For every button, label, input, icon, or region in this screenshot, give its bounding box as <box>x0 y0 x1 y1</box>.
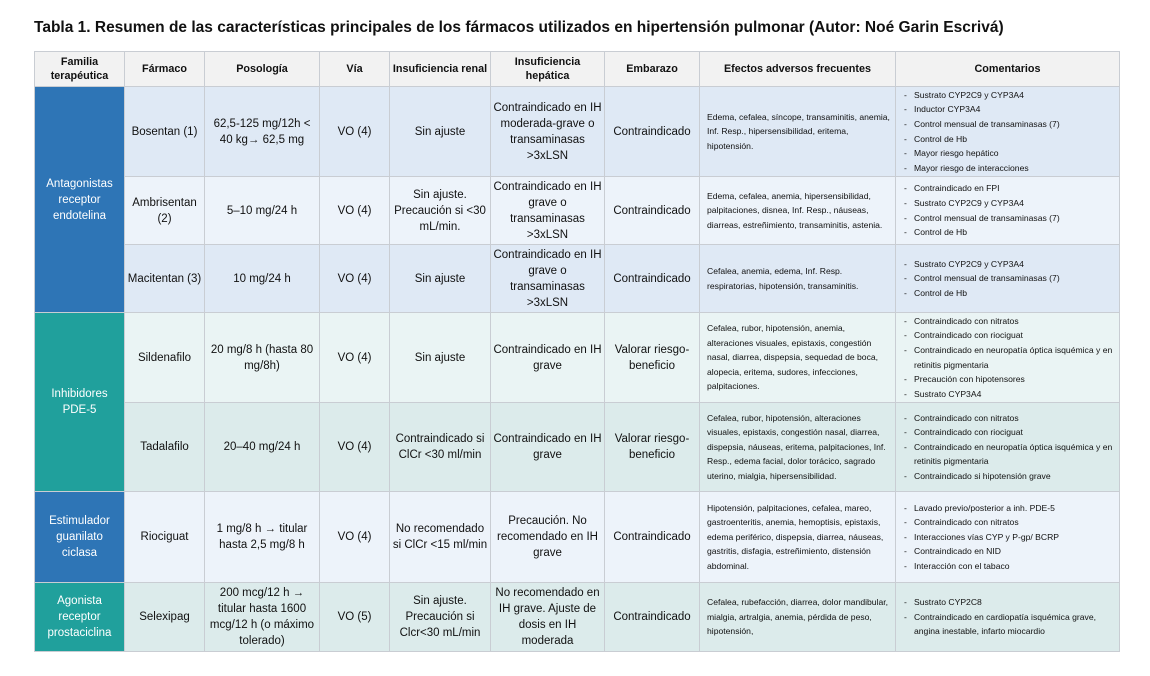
hepatica-cell: No recomendado en IH grave. Ajuste de dosis en IH moderada <box>491 583 605 652</box>
comentario-item: - Control mensual de transaminasas (7) <box>901 211 1115 226</box>
efectos-cell: Cefalea, rubor, hipotensión, anemia, alteraciones visuales, epistaxis, congestión nasal, diarrea, dispepsia, sequedad de boca, alopecia, eritema, sudores, infecciones, palpitaciones. <box>700 313 896 403</box>
table-row <box>35 313 1120 403</box>
comentario-item: - Contraindicado con nitratos <box>901 515 1115 530</box>
comentario-item: - Lavado previo/posterior a inh. PDE-5 <box>901 501 1115 516</box>
renal-cell: Contraindicado si ClCr <30 ml/min <box>390 403 491 492</box>
comentario-item: - Control de Hb <box>901 286 1115 301</box>
hepatica-cell: Contraindicado en IH grave o transaminasas >3xLSN <box>491 245 605 313</box>
comentario-item: - Contraindicado en NID <box>901 544 1115 559</box>
header-insuficiencia-hepatica: Insuficiencia hepática <box>491 52 605 87</box>
comentarios-cell <box>896 583 1120 652</box>
hepatica-cell: Contraindicado en IH moderada-grave o transaminasas >3xLSN <box>491 87 605 177</box>
farmaco-cell: Macitentan (3) <box>125 245 205 313</box>
farmaco-cell: Selexipag <box>125 583 205 652</box>
table-title: Tabla 1. Resumen de las características principales de los fármacos utilizados en hipertensión pulmonar (Autor: Noé Garin Escrivá) <box>34 19 1004 36</box>
via-cell: VO (4) <box>320 403 390 492</box>
comentario-item: - Interacción con el tabaco <box>901 559 1115 574</box>
table-row <box>35 177 1120 245</box>
efectos-cell: Cefalea, rubefacción, diarrea, dolor mandibular, mialgia, artralgia, anemia, pérdida de peso, hipotensión, <box>700 583 896 652</box>
embarazo-cell: Valorar riesgo-beneficio <box>605 313 700 403</box>
via-cell: VO (4) <box>320 177 390 245</box>
family-cell: Antagonistas receptor endotelina <box>35 87 125 313</box>
comentario-item: - Control de Hb <box>901 132 1115 147</box>
header-efectos-adversos: Efectos adversos frecuentes <box>700 52 896 87</box>
comentarios-cell <box>896 492 1120 583</box>
comentario-item: - Contraindicado con nitratos <box>901 411 1115 426</box>
table-row <box>35 245 1120 313</box>
farmaco-cell: Riociguat <box>125 492 205 583</box>
farmaco-cell: Sildenafilo <box>125 313 205 403</box>
via-cell: VO (4) <box>320 245 390 313</box>
comentario-item: - Control mensual de transaminasas (7) <box>901 271 1115 286</box>
efectos-cell: Edema, cefalea, anemia, hipersensibilidad, palpitaciones, disnea, Inf. Resp., náuseas, diarreas, estreñimiento, transaminitis, astenia. <box>700 177 896 245</box>
comentarios-cell <box>896 87 1120 177</box>
comentario-item: - Mayor riesgo hepático <box>901 146 1115 161</box>
header-insuficiencia-renal: Insuficiencia renal <box>390 52 491 87</box>
family-cell: Inhibidores PDE-5 <box>35 313 125 492</box>
comentario-item: - Control mensual de transaminasas (7) <box>901 117 1115 132</box>
comentario-item: - Contraindicado con riociguat <box>901 328 1115 343</box>
comentario-item: - Contraindicado en FPI <box>901 181 1115 196</box>
hepatica-cell: Contraindicado en IH grave o transaminasas >3xLSN <box>491 177 605 245</box>
comentario-item: - Contraindicado en neuropatía óptica isquémica y en retinitis pigmentaria <box>901 343 1115 372</box>
renal-cell: No recomendado si ClCr <15 ml/min <box>390 492 491 583</box>
posologia-cell: 20 mg/8 h (hasta 80 mg/8h) <box>205 313 320 403</box>
header-via: Vía <box>320 52 390 87</box>
farmaco-cell: Ambrisentan (2) <box>125 177 205 245</box>
header-embarazo: Embarazo <box>605 52 700 87</box>
drug-summary-table <box>34 51 1120 652</box>
comentario-item: - Contraindicado en neuropatía óptica isquémica y en retinitis pigmentaria <box>901 440 1115 469</box>
via-cell: VO (4) <box>320 313 390 403</box>
table-row <box>35 492 1120 583</box>
efectos-cell: Edema, cefalea, síncope, transaminitis, anemia, Inf. Resp., hipersensibilidad, eritema, hipotensión. <box>700 87 896 177</box>
comentario-item: - Sustrato CYP2C9 y CYP3A4 <box>901 196 1115 211</box>
hepatica-cell: Contraindicado en IH grave <box>491 313 605 403</box>
farmaco-cell: Bosentan (1) <box>125 87 205 177</box>
comentario-item: - Precaución con hipotensores <box>901 372 1115 387</box>
comentario-item: - Contraindicado si hipotensión grave <box>901 469 1115 484</box>
comentario-item: - Interacciones vías CYP y P-gp/ BCRP <box>901 530 1115 545</box>
renal-cell: Sin ajuste. Precaución si Clcr<30 mL/min <box>390 583 491 652</box>
posologia-cell: 1 mg/8 h → titular hasta 2,5 mg/8 h <box>205 492 320 583</box>
header-comentarios: Comentarios <box>896 52 1120 87</box>
comentarios-cell <box>896 177 1120 245</box>
comentario-item: - Sustrato CYP2C9 y CYP3A4 <box>901 88 1115 103</box>
comentario-item: - Sustrato CYP3A4 <box>901 387 1115 402</box>
renal-cell: Sin ajuste <box>390 87 491 177</box>
comentarios-cell <box>896 403 1120 492</box>
embarazo-cell: Contraindicado <box>605 87 700 177</box>
posologia-cell: 10 mg/24 h <box>205 245 320 313</box>
comentario-item: - Mayor riesgo de interacciones <box>901 161 1115 176</box>
comentario-item: - Sustrato CYP2C9 y CYP3A4 <box>901 257 1115 272</box>
farmaco-cell: Tadalafilo <box>125 403 205 492</box>
embarazo-cell: Valorar riesgo-beneficio <box>605 403 700 492</box>
header-posologia: Posología <box>205 52 320 87</box>
comentario-item: - Control de Hb <box>901 225 1115 240</box>
header-row <box>35 52 1120 87</box>
hepatica-cell: Contraindicado en IH grave <box>491 403 605 492</box>
posologia-cell: 5–10 mg/24 h <box>205 177 320 245</box>
header-familia: Familia terapéutica <box>35 52 125 87</box>
comentario-item: - Inductor CYP3A4 <box>901 102 1115 117</box>
comentario-item: - Contraindicado con riociguat <box>901 425 1115 440</box>
comentario-item: - Contraindicado con nitratos <box>901 314 1115 329</box>
table-row <box>35 403 1120 492</box>
comentario-item: - Contraindicado en cardiopatía isquémica grave, angina inestable, infarto miocardio <box>901 610 1115 639</box>
embarazo-cell: Contraindicado <box>605 177 700 245</box>
family-cell: Estimulador guanilato ciclasa <box>35 492 125 583</box>
header-farmaco: Fármaco <box>125 52 205 87</box>
hepatica-cell: Precaución. No recomendado en IH grave <box>491 492 605 583</box>
via-cell: VO (5) <box>320 583 390 652</box>
comentarios-cell <box>896 313 1120 403</box>
table-row <box>35 583 1120 652</box>
embarazo-cell: Contraindicado <box>605 245 700 313</box>
efectos-cell: Cefalea, rubor, hipotensión, alteraciones visuales, epistaxis, congestión nasal, diarrea, dispepsia, náuseas, eritema, palpitaciones, Inf. Resp., edema facial, dolor torácico, sagrado uterino, mialgia, hipersensibilidad. <box>700 403 896 492</box>
efectos-cell: Cefalea, anemia, edema, Inf. Resp. respiratorias, hipotensión, transaminitis. <box>700 245 896 313</box>
family-cell: Agonista receptor prostaciclina <box>35 583 125 652</box>
renal-cell: Sin ajuste. Precaución si <30 mL/min. <box>390 177 491 245</box>
posologia-cell: 200 mcg/12 h → titular hasta 1600 mcg/12 h (o máximo tolerado) <box>205 583 320 652</box>
comentario-item: - Sustrato CYP2C8 <box>901 595 1115 610</box>
table-row <box>35 87 1120 177</box>
renal-cell: Sin ajuste <box>390 245 491 313</box>
renal-cell: Sin ajuste <box>390 313 491 403</box>
posologia-cell: 62,5-125 mg/12h < 40 kg→ 62,5 mg <box>205 87 320 177</box>
posologia-cell: 20–40 mg/24 h <box>205 403 320 492</box>
embarazo-cell: Contraindicado <box>605 492 700 583</box>
via-cell: VO (4) <box>320 492 390 583</box>
via-cell: VO (4) <box>320 87 390 177</box>
efectos-cell: Hipotensión, palpitaciones, cefalea, mareo, gastroenteritis, anemia, hemoptisis, epistaxis, edema periférico, dispepsia, diarrea, náuseas, gastritis, disfagia, estreñimiento, distensión abdominal. <box>700 492 896 583</box>
comentarios-cell <box>896 245 1120 313</box>
embarazo-cell: Contraindicado <box>605 583 700 652</box>
